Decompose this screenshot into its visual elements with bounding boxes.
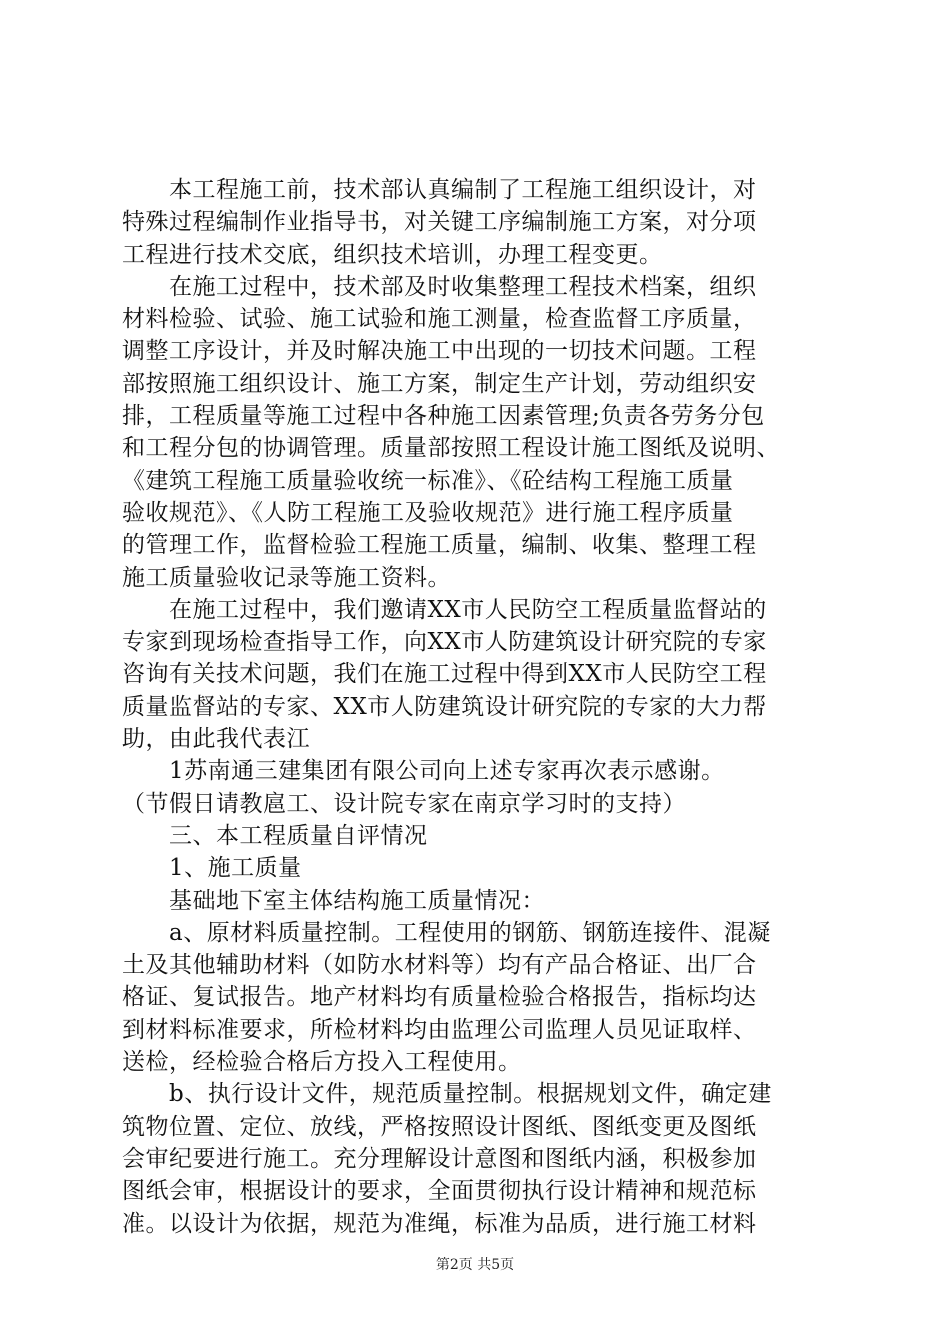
text-line: a、原材料质量控制。工程使用的钢筋、钢筋连接件、混凝 <box>122 919 771 946</box>
text-line: 助，由此我代表江 <box>122 726 310 753</box>
text-line: 本工程施工前，技术部认真编制了工程施工组织设计，对 <box>122 177 757 203</box>
text-line: 格证、复试报告。地产材料均有质量检验合格报告，指标均达 <box>122 984 757 1011</box>
page-number: 第2页 共5页 <box>435 1257 515 1273</box>
text-line: 送检，经检验合格后方投入工程使用。 <box>122 1049 522 1076</box>
text-line: 施工质量验收记录等施工资料。 <box>122 564 451 591</box>
text-line: 专家到现场检查指导工作，向XX市人防建筑设计研究院的专家 <box>122 629 767 656</box>
text-line: 质量监督站的专家、XX市人防建筑设计研究院的专家的大力帮 <box>122 693 767 720</box>
text-line: （节假日请教扈工、设计院专家在南京学习时的支持） <box>122 790 686 817</box>
page-footer <box>0 1254 950 1274</box>
text-line: 在施工过程中，我们邀请XX市人民防空工程质量监督站的 <box>122 596 767 623</box>
text-line: 的管理工作，监督检验工程施工质量，编制、收集、整理工程 <box>122 532 757 559</box>
text-line: 验收规范》、《人防工程施工及验收规范》进行施工程序质量 <box>122 499 734 526</box>
text-line: 土及其他辅助材料（如防水材料等）均有产品合格证、出厂合 <box>122 952 757 979</box>
text-line: 会审纪要进行施工。充分理解设计意图和图纸内涵，积极参加 <box>122 1145 757 1172</box>
text-line: 材料检验、试验、施工试验和施工测量，检查监督工序质量， <box>122 306 757 333</box>
text-line: 调整工序设计，并及时解决施工中出现的一切技术问题。工程 <box>122 338 757 365</box>
text-line: 在施工过程中，技术部及时收集整理工程技术档案，组织 <box>122 273 757 300</box>
text-line: 排，工程质量等施工过程中各种施工因素管理;负责各劳务分包 <box>122 403 765 430</box>
text-line: 咨询有关技术问题，我们在施工过程中得到XX市人民防空工程 <box>122 661 767 688</box>
text-line: 《建筑工程施工质量验收统一标准》、《砼结构工程施工质量 <box>122 467 734 494</box>
body-text <box>122 174 832 1240</box>
text-line: 和工程分包的协调管理。质量部按照工程设计施工图纸及说明、 <box>122 435 780 462</box>
text-line: 基础地下室主体结构施工质量情况： <box>122 887 545 914</box>
text-line: 1苏南通三建集团有限公司向上述专家再次表示感谢。 <box>122 758 725 785</box>
text-line: 筑物位置、定位、放线，严格按照设计图纸、图纸变更及图纸 <box>122 1113 757 1140</box>
text-line: b、执行设计文件，规范质量控制。根据规划文件，确定建 <box>122 1081 772 1108</box>
subsection-heading: 1、施工质量 <box>122 855 302 882</box>
text-line: 部按照施工组织设计、施工方案，制定生产计划，劳动组织安 <box>122 370 757 397</box>
text-line: 工程进行技术交底，组织技术培训，办理工程变更。 <box>122 241 663 268</box>
text-line: 到材料标准要求，所检材料均由监理公司监理人员见证取样、 <box>122 1016 757 1043</box>
section-heading: 三、本工程质量自评情况 <box>122 822 428 849</box>
text-line: 图纸会审，根据设计的要求，全面贯彻执行设计精神和规范标 <box>122 1178 757 1205</box>
text-line: 特殊过程编制作业指导书，对关键工序编制施工方案，对分项 <box>122 209 757 236</box>
text-line: 准。以设计为依据，规范为准绳，标准为品质，进行施工材料 <box>122 1210 757 1237</box>
